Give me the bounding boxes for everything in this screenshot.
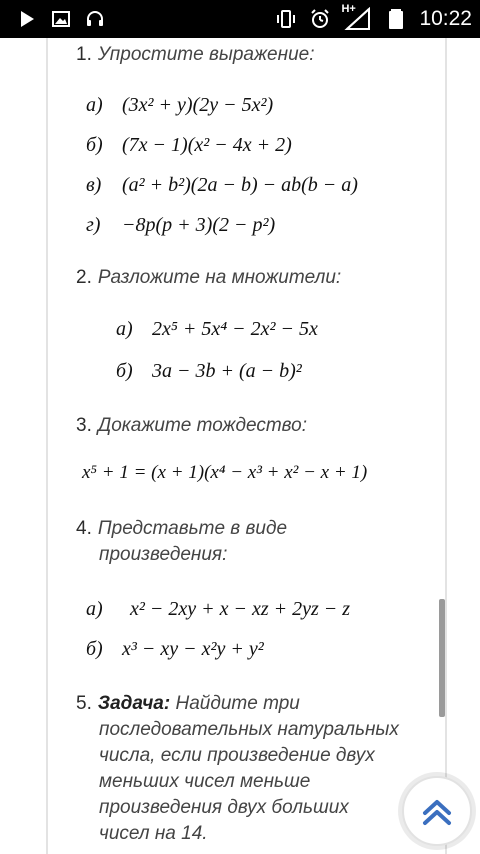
document-content	[0, 38, 480, 854]
scroll-to-top-button[interactable]	[402, 776, 472, 846]
question-4-title-cont	[99, 543, 227, 567]
alarm-icon	[309, 8, 331, 30]
question-text: последовательных натуральных	[99, 719, 399, 740]
item-label: б)	[86, 638, 103, 660]
question-5-line	[99, 744, 375, 768]
math-expression: −8p(p + 3)(2 − p²)	[122, 214, 276, 236]
identity-expression	[82, 462, 367, 484]
question-text: произведения двух больших	[99, 797, 349, 818]
math-expression: x³ − xy − x²y + y²	[122, 638, 264, 660]
question-text: произведения:	[99, 544, 228, 565]
clock: 10:22	[419, 7, 472, 30]
question-5-title	[76, 692, 300, 716]
double-chevron-up-icon	[417, 791, 457, 831]
math-expression: 3a − 3b + (a − b)²	[152, 360, 302, 382]
item-label: б)	[86, 134, 103, 156]
list-item	[86, 638, 264, 661]
question-5-line	[99, 718, 399, 742]
image-icon	[50, 8, 72, 30]
scrollbar-thumb[interactable]	[439, 599, 445, 717]
question-1-title	[76, 43, 315, 67]
question-number: 2.	[76, 267, 92, 288]
status-bar	[0, 0, 480, 38]
question-number: 5.	[76, 693, 92, 714]
list-item	[86, 214, 275, 237]
list-item	[116, 360, 302, 383]
question-number: 3.	[76, 415, 92, 436]
question-4-title	[76, 517, 287, 541]
question-number: 4.	[76, 518, 92, 539]
question-text: Найдите три	[175, 693, 300, 714]
list-item	[86, 174, 358, 197]
play-icon	[16, 8, 38, 30]
question-5-line	[99, 822, 208, 846]
question-5-line	[99, 770, 310, 794]
question-2-title	[76, 266, 341, 290]
math-expression: x⁵ + 1 = (x + 1)(x⁴ − x³ + x² − x + 1)	[82, 462, 368, 483]
battery-icon	[385, 8, 407, 30]
list-item	[86, 94, 273, 117]
question-3-title	[76, 414, 307, 438]
question-5-line	[99, 796, 349, 820]
math-expression: (7x − 1)(x² − 4x + 2)	[122, 134, 292, 156]
question-text: Докажите тождество:	[97, 415, 308, 436]
task-label: Задача:	[97, 693, 171, 714]
list-item	[116, 318, 318, 341]
network-type: H+	[341, 3, 356, 15]
item-label: б)	[116, 360, 133, 382]
item-label: а)	[86, 598, 103, 620]
list-item	[86, 134, 292, 157]
vibrate-icon	[275, 8, 297, 30]
item-label: а)	[86, 94, 103, 116]
math-expression: 2x⁵ + 5x⁴ − 2x² − 5x	[152, 318, 318, 340]
math-expression: (3x² + y)(2y − 5x²)	[122, 94, 274, 116]
signal-icon	[341, 3, 373, 31]
question-text: меньших чисел меньше	[99, 771, 311, 792]
question-text: Упростите выражение:	[97, 44, 315, 65]
math-expression: x² − 2xy + x − xz + 2yz − z	[130, 598, 351, 620]
list-item	[86, 598, 350, 621]
headset-icon	[84, 8, 106, 30]
item-label: г)	[86, 214, 101, 236]
math-expression: (a² + b²)(2a − b) − ab(b − a)	[122, 174, 358, 196]
question-text: чисел на 14.	[99, 823, 208, 844]
question-text: Представьте в виде	[97, 518, 288, 539]
question-number: 1.	[76, 44, 92, 65]
question-text: Разложите на множители:	[97, 267, 342, 288]
item-label: в)	[86, 174, 102, 196]
item-label: а)	[116, 318, 133, 340]
question-text: числа, если произведение двух	[99, 745, 375, 766]
